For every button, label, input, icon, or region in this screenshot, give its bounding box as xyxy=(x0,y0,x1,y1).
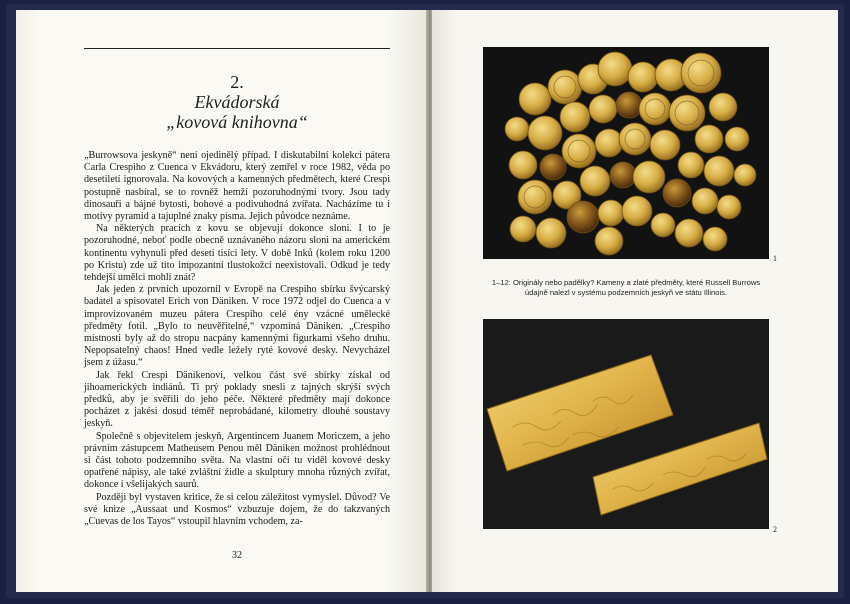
chapter-title-line1: Ekvádorská xyxy=(194,92,280,112)
paragraph: Později byl vystaven kritice, že si celou záležitost vymyslel. Důvod? Ve své knize „Aussaat und Kosmos“ vzbuzuje dojem, že do takzvaných „Cuevas de los Tayos“ vstoupil hlavním vchodem, za- xyxy=(84,491,390,528)
paragraph: Jak řekl Crespi Dänikenovi, velkou část své sbírky získal od jihoamerických indiánů. Ti prý poklady snesli z tajných skrýší svých předků, aby je svěřili do jeho péče. Některé předměty mají dokonce pocházet z jakési dosud téměř neprobádané, kilometry dlouhé soustavy jeskyň. xyxy=(84,369,390,430)
gold-tablets-illustration xyxy=(483,319,769,529)
paragraph: Na některých pracích z kovu se objevují dokonce sloni. I to je pozoruhodné, neboť podle obecně uznávaného názoru sloni na americkém kontinentu vyhynuli před deseti tisíci lety. V době Inků (kolem roku 1200 po Kristu) zde už tito impozantní tlustokožci neexistovali. Odkud je tedy tehdejší umělci mohli znát? xyxy=(84,223,390,284)
page-number: 32 xyxy=(232,550,242,561)
body-text xyxy=(84,150,390,528)
chapter-title-line2: „kovová knihovna“ xyxy=(166,112,308,132)
gold-coins-illustration xyxy=(483,47,769,259)
gold-tablets-photo xyxy=(483,319,769,529)
left-page xyxy=(16,10,428,592)
figure-number: 2 xyxy=(773,525,777,534)
paragraph: „Burrowsova jeskyně“ není ojedinělý případ. I diskutabilní kolekci pátera Carla Crespiho z Cuenca v Ekvádoru, který zemřel v roce 1982, věda po desetiletí ignorovala. Na kovových a kamenných předmětech, které Crespi postupně nasbíral, se to rovněž hemží pozoruhodnými tvory. Jsou tady dinosauři a bájné bytosti, bohové a podivuhodná zvířata. Nacházíme tu i motivy pyramid a tajuplné znaky písma. Jejich původce neznáme. xyxy=(84,150,390,223)
chapter-rule xyxy=(84,48,390,49)
gold-coins-photo xyxy=(483,47,769,259)
paragraph: Jak jeden z prvních upozornil v Evropě na Crespiho sbírku švýcarský badatel a spisovatel Erich von Däniken. V roce 1972 odjel do Cuenca a v improvizovaném muzeu pátera Crespiho celé ény vzácné umělecké předměty fotil. „Bylo to neuvěřitelné,“ vzpomíná Däniken. „Crespiho místnosti byly až do stropu nacpány kamennými figurkami všeho druhu. Nepopsatelný chaos! Hned vedle ležely ryté kovové desky. Nevycházel jsem z úžasu.“ xyxy=(84,284,390,369)
paragraph: Společně s objevitelem jeskyň, Argentincem Juanem Moriczem, a jeho právním zástupcem Matheusem Penou měl Däniken možnost prohlédnout si část tohoto podzemního světa. Na vlastní oči tu viděl kovové desky opatřené nápisy, ale také zvláštní židle a skulptury mnoha různých zvířat, dokonce i všelijakých saurů. xyxy=(84,430,390,491)
figure-number: 1 xyxy=(773,254,777,263)
right-page xyxy=(432,10,838,592)
chapter-number: 2. xyxy=(230,72,244,92)
figure-caption: 1–12: Originály nebo padělky? Kameny a zlaté předměty, které Russell Burrows údajně nalezl v systému podzemních jeskyň ve státu Illinois. xyxy=(491,278,761,297)
open-book xyxy=(6,4,844,598)
chapter-heading xyxy=(84,72,390,132)
